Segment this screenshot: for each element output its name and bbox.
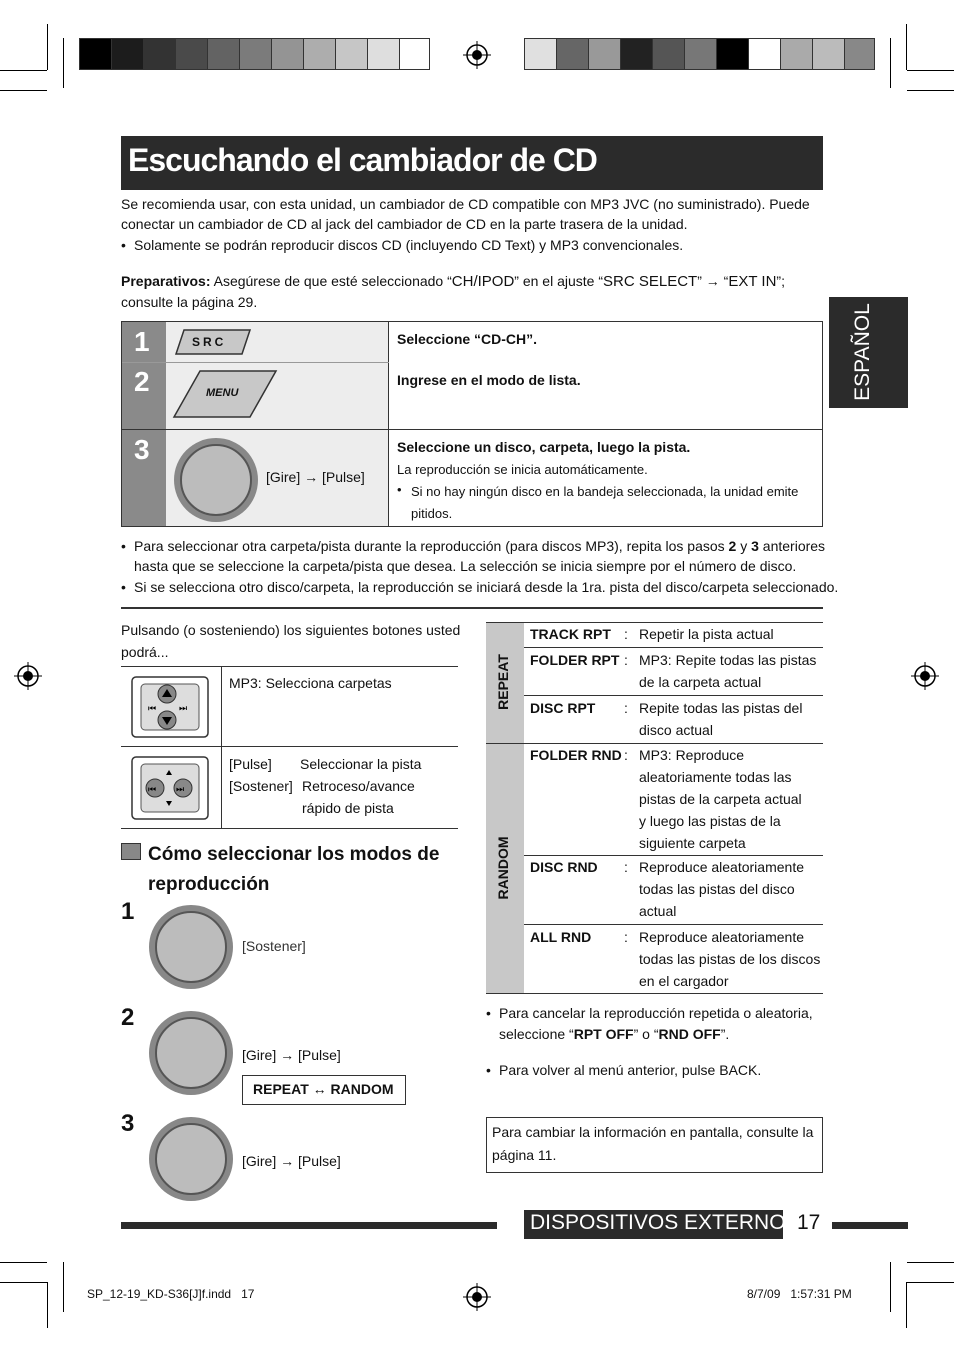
note-text: Para seleccionar otra carpeta/pista durante la reproducción (para discos MP3), repita los pasos: [134, 538, 729, 554]
divider: [121, 607, 823, 609]
action-turn: [Gire]: [266, 469, 301, 485]
divider: [524, 855, 823, 856]
knob-face: [155, 911, 227, 983]
prep-text: ” en el ajuste “: [514, 273, 604, 289]
bullet-dot: •: [121, 538, 126, 554]
prep-chipod: CH/IPOD: [451, 273, 515, 290]
action-turn: [Gire]: [242, 1153, 277, 1169]
step-number: 3: [134, 434, 150, 465]
crop-mark: [907, 1282, 954, 1283]
knob-face: [155, 1123, 227, 1195]
svg-text:⏭: ⏭: [179, 704, 188, 714]
divider: [221, 666, 222, 828]
right-note: Para volver al menú anterior, pulse BACK.: [499, 1062, 762, 1078]
bullet-dot: •: [121, 579, 126, 595]
menu-button-label: MENU: [206, 387, 239, 399]
mode-value: MP3: Reproduce: [639, 747, 745, 763]
action-press: [Pulse]: [298, 1047, 341, 1063]
mode-value: y luego las pistas de la: [639, 813, 781, 829]
divider: [524, 647, 823, 648]
intro-line: Se recomienda usar, con esta unidad, un cambiador de CD compatible con MP3 JVC (no suministrado). Puede: [121, 196, 810, 212]
action-hold: [Sostener]: [242, 938, 306, 954]
arrow-right-icon: →: [280, 1047, 295, 1063]
arrow-right-icon: →: [705, 273, 720, 289]
crop-mark: [890, 38, 891, 88]
note-bold: RPT OFF: [573, 1026, 634, 1042]
colon: :: [624, 859, 628, 875]
action-press: [Pulse]: [322, 469, 365, 485]
subheading: reproducción: [148, 874, 270, 895]
repeat-random-label: [253, 1081, 394, 1097]
row-key: [Sostener]: [229, 778, 293, 794]
note: [134, 536, 824, 556]
row-key: [Pulse]: [229, 756, 272, 772]
divider: [121, 746, 458, 747]
mode-value: siguiente carpeta: [639, 835, 746, 851]
prep-extin: EXT IN: [728, 273, 777, 290]
prep-srcsel: SRC SELECT: [603, 273, 698, 290]
mode-value: todas las pistas del disco: [639, 881, 795, 897]
step-number: 1: [134, 326, 150, 357]
bullet-dot: •: [397, 482, 402, 497]
mode-value: Repetir la pista actual: [639, 626, 774, 642]
prep-text: ”;: [776, 273, 785, 289]
registration-mark-icon: [463, 1283, 491, 1311]
footer-bar: [121, 1222, 497, 1229]
mode-value: de la carpeta actual: [639, 674, 762, 690]
colon: :: [624, 747, 628, 763]
file-info: SP_12-19_KD-S36[J]f.indd 17: [87, 1287, 255, 1301]
right-note: [499, 1024, 729, 1044]
crop-mark: [0, 1262, 47, 1263]
note-bold: RND OFF: [658, 1026, 721, 1042]
divider: [486, 743, 823, 744]
arrow-both-icon: ↔: [312, 1081, 327, 1097]
mode-key: DISC RND: [530, 859, 598, 875]
step2-action: [242, 1045, 341, 1065]
left-intro: Pulsando (o sosteniendo) los siguientes botones usted: [121, 622, 461, 638]
row-value: Seleccionar la pista: [300, 756, 422, 772]
svg-text:⏮: ⏮: [148, 704, 157, 714]
mode-key: FOLDER RND: [530, 747, 622, 763]
crop-mark: [890, 1262, 891, 1312]
repeat-label: REPEAT: [253, 1081, 309, 1097]
note-text: ”.: [720, 1026, 730, 1042]
action-press: [Pulse]: [298, 1153, 341, 1169]
random-side-label: RANDOM: [495, 836, 511, 900]
step-number: 2: [134, 366, 150, 397]
updown-button-icon[interactable]: [131, 676, 209, 738]
bullet-dot: •: [486, 1005, 491, 1021]
crop-mark: [906, 1282, 907, 1328]
note-text: y: [736, 538, 752, 554]
crop-mark: [907, 1262, 954, 1263]
step-sub: La reproducción se inicia automáticamente.: [397, 462, 648, 477]
step-title: Seleccione un disco, carpeta, luego la pista.: [397, 439, 691, 455]
repeat-side-label: REPEAT: [495, 654, 511, 710]
divider: [524, 695, 823, 696]
note-text: seleccione “: [499, 1026, 574, 1042]
steps-table: [121, 321, 823, 527]
step-number: 3: [121, 1110, 135, 1137]
arrow-right-icon: →: [304, 469, 319, 485]
row-value: rápido de pista: [302, 800, 394, 816]
mode-value: Reproduce aleatoriamente: [639, 859, 804, 875]
crop-mark: [906, 24, 907, 70]
left-intro: podrá...: [121, 644, 169, 660]
colon: :: [624, 700, 628, 716]
note: Si se selecciona otro disco/carpeta, la reproducción se iniciará desde la 1ra. pista del disco/carpeta seleccionado.: [134, 579, 839, 595]
colon: :: [624, 652, 628, 668]
prep-line2: consulte la página 29.: [121, 294, 258, 310]
mode-value: Reproduce aleatoriamente: [639, 929, 804, 945]
mode-key: ALL RND: [530, 929, 592, 945]
section-marker-icon: [121, 843, 141, 860]
preparativos: [121, 271, 823, 292]
mode-key: TRACK RPT: [530, 626, 611, 642]
info-text: Para cambiar la información en pantalla, consulte la: [492, 1124, 814, 1140]
arrow-right-icon: →: [280, 1153, 295, 1169]
prep-text: ”: [697, 273, 706, 289]
right-note: Para cancelar la reproducción repetida o aleatoria,: [499, 1005, 813, 1021]
mode-value: en el cargador: [639, 973, 729, 989]
registration-mark-icon: [911, 662, 939, 690]
mode-value: pistas de la carpeta actual: [639, 791, 802, 807]
bullet-dot: •: [486, 1062, 491, 1078]
prep-text: “: [719, 273, 729, 289]
bullet-dot: •: [121, 237, 126, 253]
mode-key: DISC RPT: [530, 700, 596, 716]
leftright-button-icon[interactable]: [131, 756, 209, 820]
knob-face: [180, 444, 252, 516]
step-number: 2: [121, 1004, 135, 1031]
intro-line: conectar un cambiador de CD al jack del cambiador de CD en la parte trasera de la unidad.: [121, 216, 688, 232]
crop-mark: [0, 90, 47, 91]
crop-mark: [63, 38, 64, 88]
intro-bullet: Solamente se podrán reproducir discos CD (incluyendo CD Text) y MP3 convencionales.: [134, 237, 684, 253]
crop-mark: [47, 1282, 48, 1328]
divider: [524, 924, 823, 925]
crop-mark: [0, 1282, 47, 1283]
mode-value: actual: [639, 903, 677, 919]
mode-value: todas las pistas de los discos: [639, 951, 821, 967]
subheading: Cómo seleccionar los modos de: [148, 844, 440, 865]
note-text: ” o “: [633, 1026, 659, 1042]
crop-mark: [0, 70, 47, 71]
row-value: Retroceso/avance: [302, 778, 415, 794]
mode-value: Repite todas las pistas del: [639, 700, 803, 716]
prep-text: Asegúrese de que esté seleccionado “: [213, 273, 452, 289]
random-label: RANDOM: [330, 1081, 394, 1097]
crop-mark: [907, 90, 954, 91]
mode-value: aleatoriamente todas las: [639, 769, 792, 785]
divider: [121, 666, 458, 667]
divider: [486, 993, 823, 994]
crop-mark: [907, 70, 954, 71]
step-bullet: Si no hay ningún disco en la bandeja seleccionada, la unidad emite: [411, 484, 799, 499]
divider: [486, 622, 823, 623]
colon: :: [624, 626, 628, 642]
crop-mark: [63, 1262, 64, 1312]
mode-key: FOLDER RPT: [530, 652, 620, 668]
step-number: 1: [121, 898, 135, 925]
svg-text:⏭: ⏭: [176, 785, 185, 795]
prep-label: Preparativos:: [121, 273, 211, 289]
footer-bar: [832, 1222, 908, 1229]
mode-value: MP3: Repite todas las pistas: [639, 652, 817, 668]
action-turn: [Gire]: [242, 1047, 277, 1063]
registration-mark-icon: [463, 41, 491, 69]
language-label: ESPAÑOL: [851, 303, 874, 401]
note-text: anteriores: [758, 538, 826, 554]
knob-face: [155, 1017, 227, 1089]
crop-mark: [47, 24, 48, 70]
divider: [121, 828, 458, 829]
info-text: página 11.: [492, 1147, 557, 1163]
date-info: 8/7/09 1:57:31 PM: [747, 1287, 852, 1301]
step-bullet: pitidos.: [411, 506, 453, 521]
footer-section: DISPOSITIVOS EXTERNOS: [530, 1211, 800, 1234]
note: hasta que se seleccione la carpeta/pista que desea. La selección se inicia siempre por el número de disco.: [134, 558, 797, 574]
svg-text:⏮: ⏮: [148, 785, 157, 795]
step3-action: [266, 467, 365, 487]
mode-value: disco actual: [639, 722, 713, 738]
step3-action: [242, 1151, 341, 1171]
page-number: 17: [797, 1211, 821, 1234]
note-step: 3: [751, 538, 759, 554]
row-desc: MP3: Selecciona carpetas: [229, 675, 392, 691]
registration-mark-icon: [14, 662, 42, 690]
src-button-label: SRC: [192, 335, 227, 349]
colon: :: [624, 929, 628, 945]
page-title: Escuchando el cambiador de CD: [128, 142, 597, 178]
step-title: Ingrese en el modo de lista.: [397, 372, 581, 388]
note-step: 2: [728, 538, 737, 554]
step-title: Seleccione “CD-CH”.: [397, 331, 538, 347]
